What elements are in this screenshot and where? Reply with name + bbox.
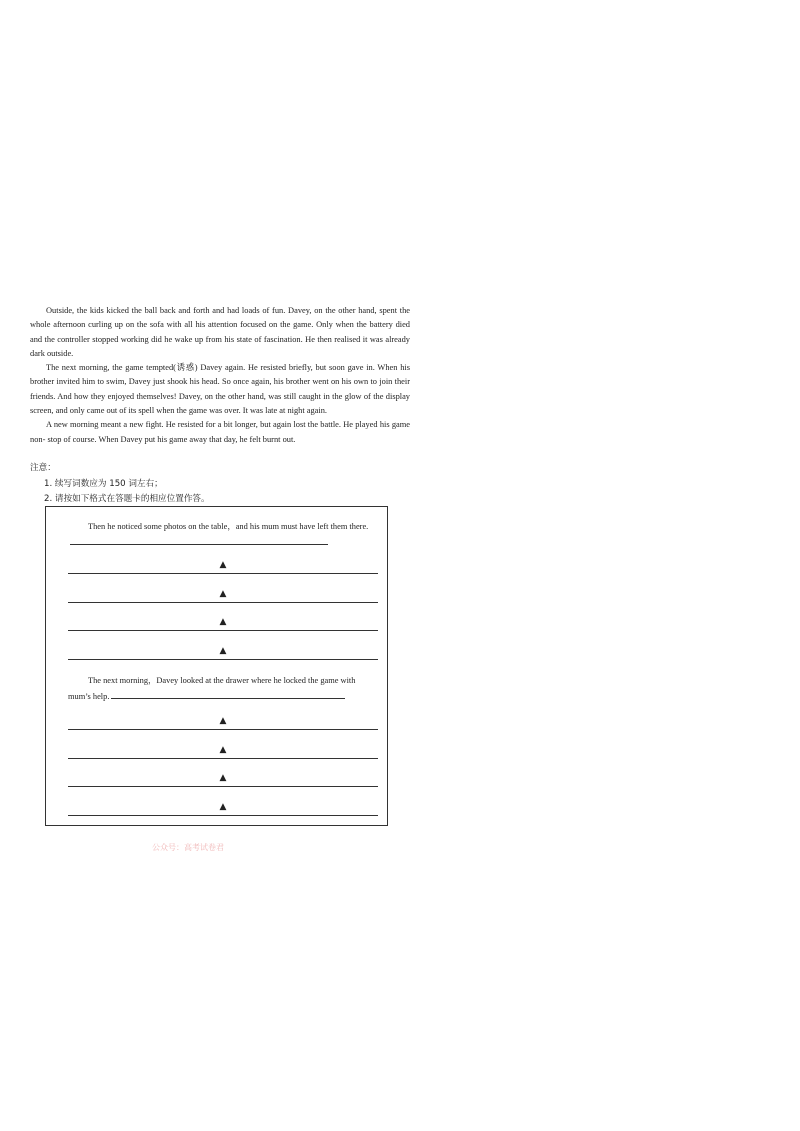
writing-line[interactable] [68, 616, 378, 631]
triangle-marker-icon: ▲ [219, 716, 227, 726]
triangle-marker-icon: ▲ [219, 646, 227, 656]
triangle-marker-icon: ▲ [219, 589, 227, 599]
story-paragraph-2: The next morning, the game tempted(诱惑) Davey again. He resisted briefly, but soon gave in. When his brother invited him to swim, Davey just shook his head. So once again, his brother went on his own to join their friends. And how they enjoyed themselves! Davey, on the other hand, was still caught in the glow of the display screen, and only came out of its spell when the game was over. It was late at night again. [30, 363, 410, 416]
story-paragraph-3: A new morning meant a new fight. He resisted for a bit longer, but again lost the battle. He played his game non- stop of course. When Davey put his game away that day, he felt burnt out. [30, 420, 410, 444]
triangle-marker-icon: ▲ [219, 802, 227, 812]
writing-line[interactable] [68, 744, 378, 759]
prompt-paragraph-1 [68, 519, 378, 550]
triangle-marker-icon: ▲ [219, 745, 227, 755]
writing-line[interactable] [68, 715, 378, 730]
triangle-marker-icon: ▲ [219, 773, 227, 783]
prompt-2-blank[interactable] [111, 690, 345, 699]
triangle-marker-icon: ▲ [219, 617, 227, 627]
note-item-2: 2. 请按如下格式在答题卡的相应位置作答。 [44, 494, 210, 504]
writing-line[interactable] [68, 772, 378, 787]
answer-box [45, 506, 388, 826]
prompt-1-blank[interactable] [70, 536, 328, 545]
writing-line[interactable] [68, 801, 378, 816]
prompt-2-text: The next morning，Davey looked at the drawer where he locked the game with mum’s help. [68, 676, 356, 701]
story-paragraph-1: Outside, the kids kicked the ball back and forth and had loads of fun. Davey, on the other hand, spent the whole afternoon curling up on the sofa with all his attention focused on the game. Only when the battery died and the controller stopped working did he wake up from his state of fascination. He then realised it was already dark outside. [30, 306, 410, 358]
writing-line[interactable] [68, 559, 378, 574]
notes-section [30, 461, 410, 508]
prompt-1-text: Then he noticed some photos on the table，and his mum must have left them there. [88, 522, 369, 531]
writing-line[interactable] [68, 645, 378, 660]
writing-line[interactable] [68, 588, 378, 603]
notes-heading: 注意： [30, 463, 56, 473]
story-text [30, 304, 410, 447]
prompt-paragraph-2 [68, 673, 378, 704]
watermark: 公众号：高考试卷君 [152, 843, 224, 852]
triangle-marker-icon: ▲ [219, 560, 227, 570]
note-item-1: 1. 续写词数应为 150 词左右； [44, 478, 163, 489]
